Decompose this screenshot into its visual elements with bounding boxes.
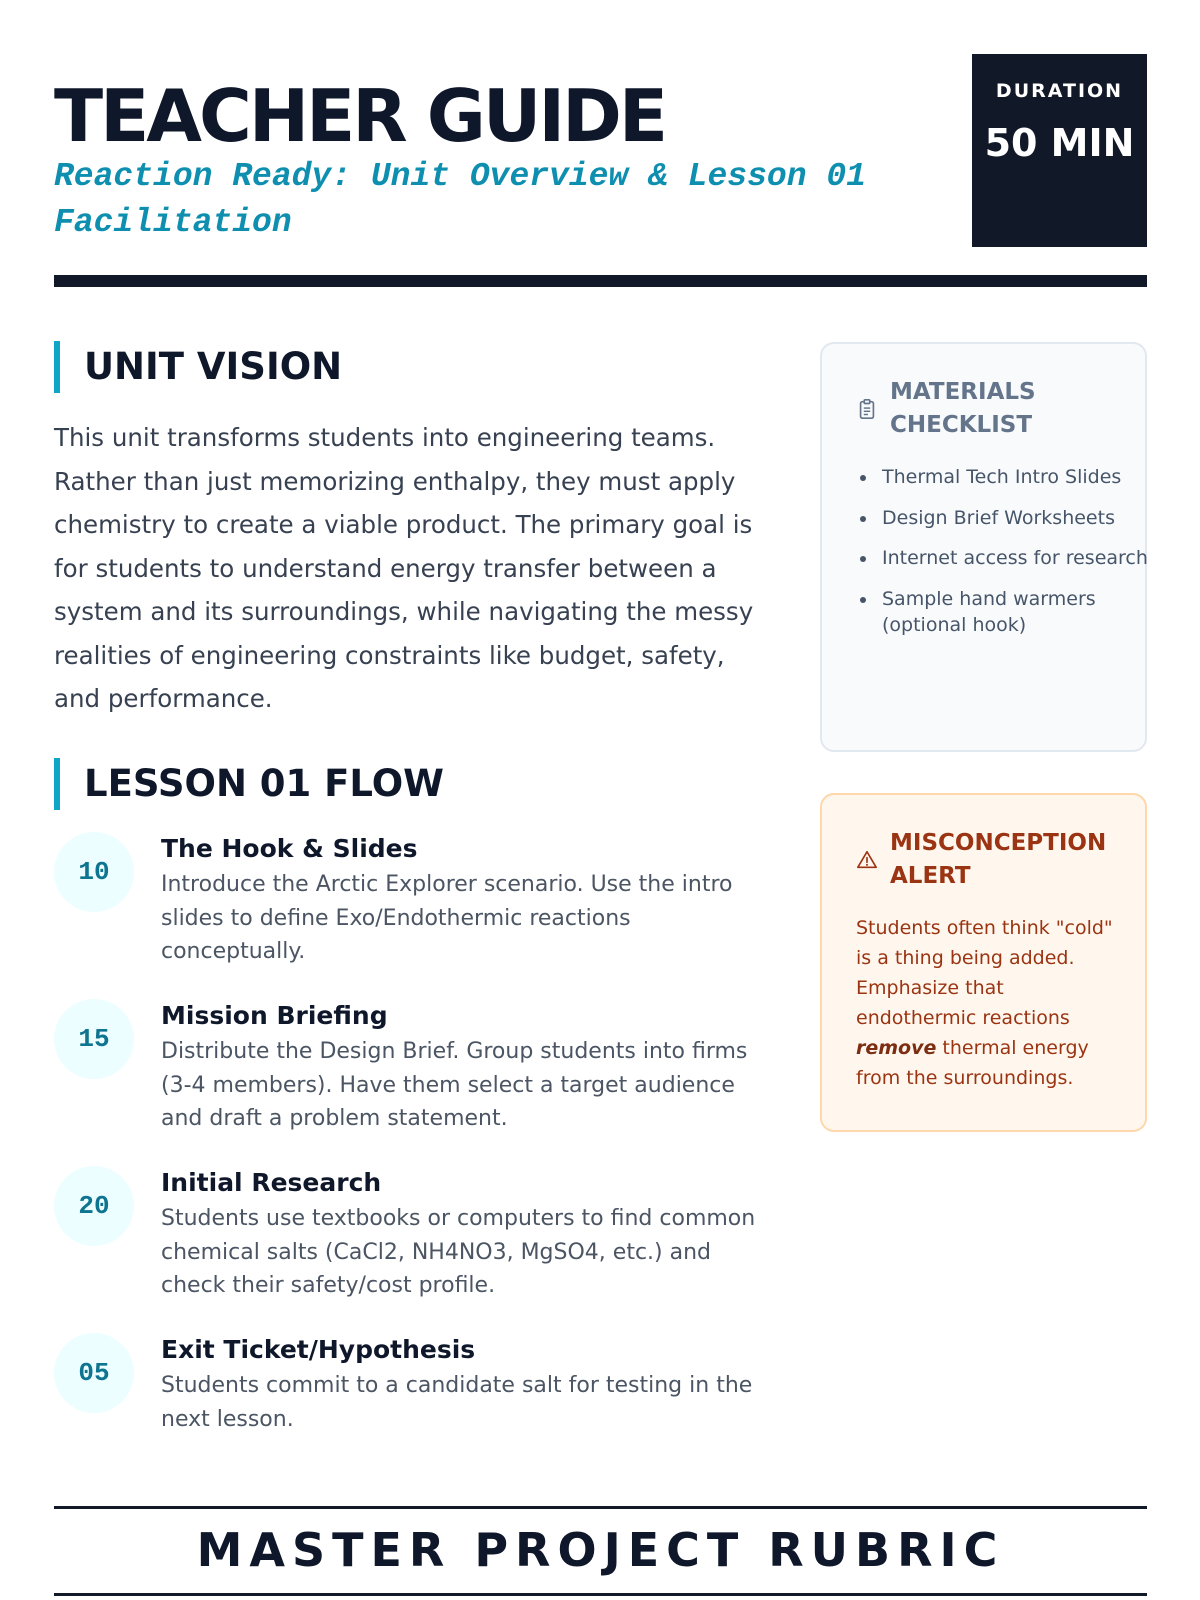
clipboard-icon xyxy=(856,398,878,420)
rubric-top-divider xyxy=(54,1506,1147,1509)
misconception-alert-card xyxy=(820,793,1147,1132)
duration-badge xyxy=(972,54,1147,247)
misconception-text xyxy=(856,913,1121,1093)
rubric-bottom-divider xyxy=(54,1593,1147,1596)
step-description: Introduce the Arctic Explorer scenario. Use the intro slides to define Exo/Endothermic reactions conceptually. xyxy=(161,872,733,964)
materials-title: MATERIALS CHECKLIST xyxy=(890,379,1036,438)
list-item: Design Brief Worksheets xyxy=(882,505,1152,532)
misconception-emphasis: remove xyxy=(856,1037,937,1059)
duration-value: 50 MIN xyxy=(984,121,1135,165)
step-title: Exit Ticket/Hypothesis xyxy=(161,1335,476,1364)
step-title: Mission Briefing xyxy=(161,1001,388,1030)
warning-icon xyxy=(856,849,878,871)
teacher-guide-page xyxy=(54,0,1147,1600)
materials-checklist-card xyxy=(820,342,1147,752)
list-item: Internet access for research xyxy=(882,545,1152,572)
rubric-heading: MASTER PROJECT RUBRIC xyxy=(196,1523,1005,1577)
misconception-text-after: thermal energy from the surroundings. xyxy=(856,1037,1089,1089)
page-subtitle: Reaction Ready: Unit Overview & Lesson 01 Facilitation xyxy=(54,158,866,241)
unit-vision-heading: UNIT VISION xyxy=(54,341,342,393)
step-minutes-badge: 20 xyxy=(54,1166,134,1246)
misconception-title: MISCONCEPTION ALERT xyxy=(890,830,1107,889)
unit-vision-text: This unit transforms students into engineering teams. Rather than just memorizing enthalpy, they must apply chemistry to create a viable product. The primary goal is for students to understand energy transfer between a system and its surroundings, while navigating the messy realities of engineering constraints like budget, safety, and performance. xyxy=(54,423,754,713)
list-item: Thermal Tech Intro Slides xyxy=(882,464,1152,491)
duration-label: DURATION xyxy=(995,80,1124,102)
step-description: Students use textbooks or computers to find common chemical salts (CaCl2, NH4NO3, MgSO4, etc.) and check their safety/cost profile. xyxy=(161,1206,756,1298)
header-divider xyxy=(54,275,1147,287)
step-title: Initial Research xyxy=(161,1168,382,1197)
materials-list xyxy=(856,464,1152,653)
misconception-text-before: Students often think "cold" is a thing being added. Emphasize that endothermic reactions xyxy=(856,917,1113,1029)
list-item: Sample hand warmers (optional hook) xyxy=(882,586,1152,639)
step-minutes-badge: 15 xyxy=(54,999,134,1079)
step-minutes-badge: 10 xyxy=(54,832,134,912)
guide-header xyxy=(54,54,1147,284)
lesson-flow-heading: LESSON 01 FLOW xyxy=(54,758,444,810)
step-minutes-badge: 05 xyxy=(54,1333,134,1413)
page-title: TEACHER GUIDE xyxy=(54,74,666,158)
step-description: Students commit to a candidate salt for testing in the next lesson. xyxy=(161,1373,753,1432)
step-title: The Hook & Slides xyxy=(161,834,418,863)
step-description: Distribute the Design Brief. Group students into firms (3-4 members). Have them select a target audience and draft a problem statement. xyxy=(161,1039,748,1131)
